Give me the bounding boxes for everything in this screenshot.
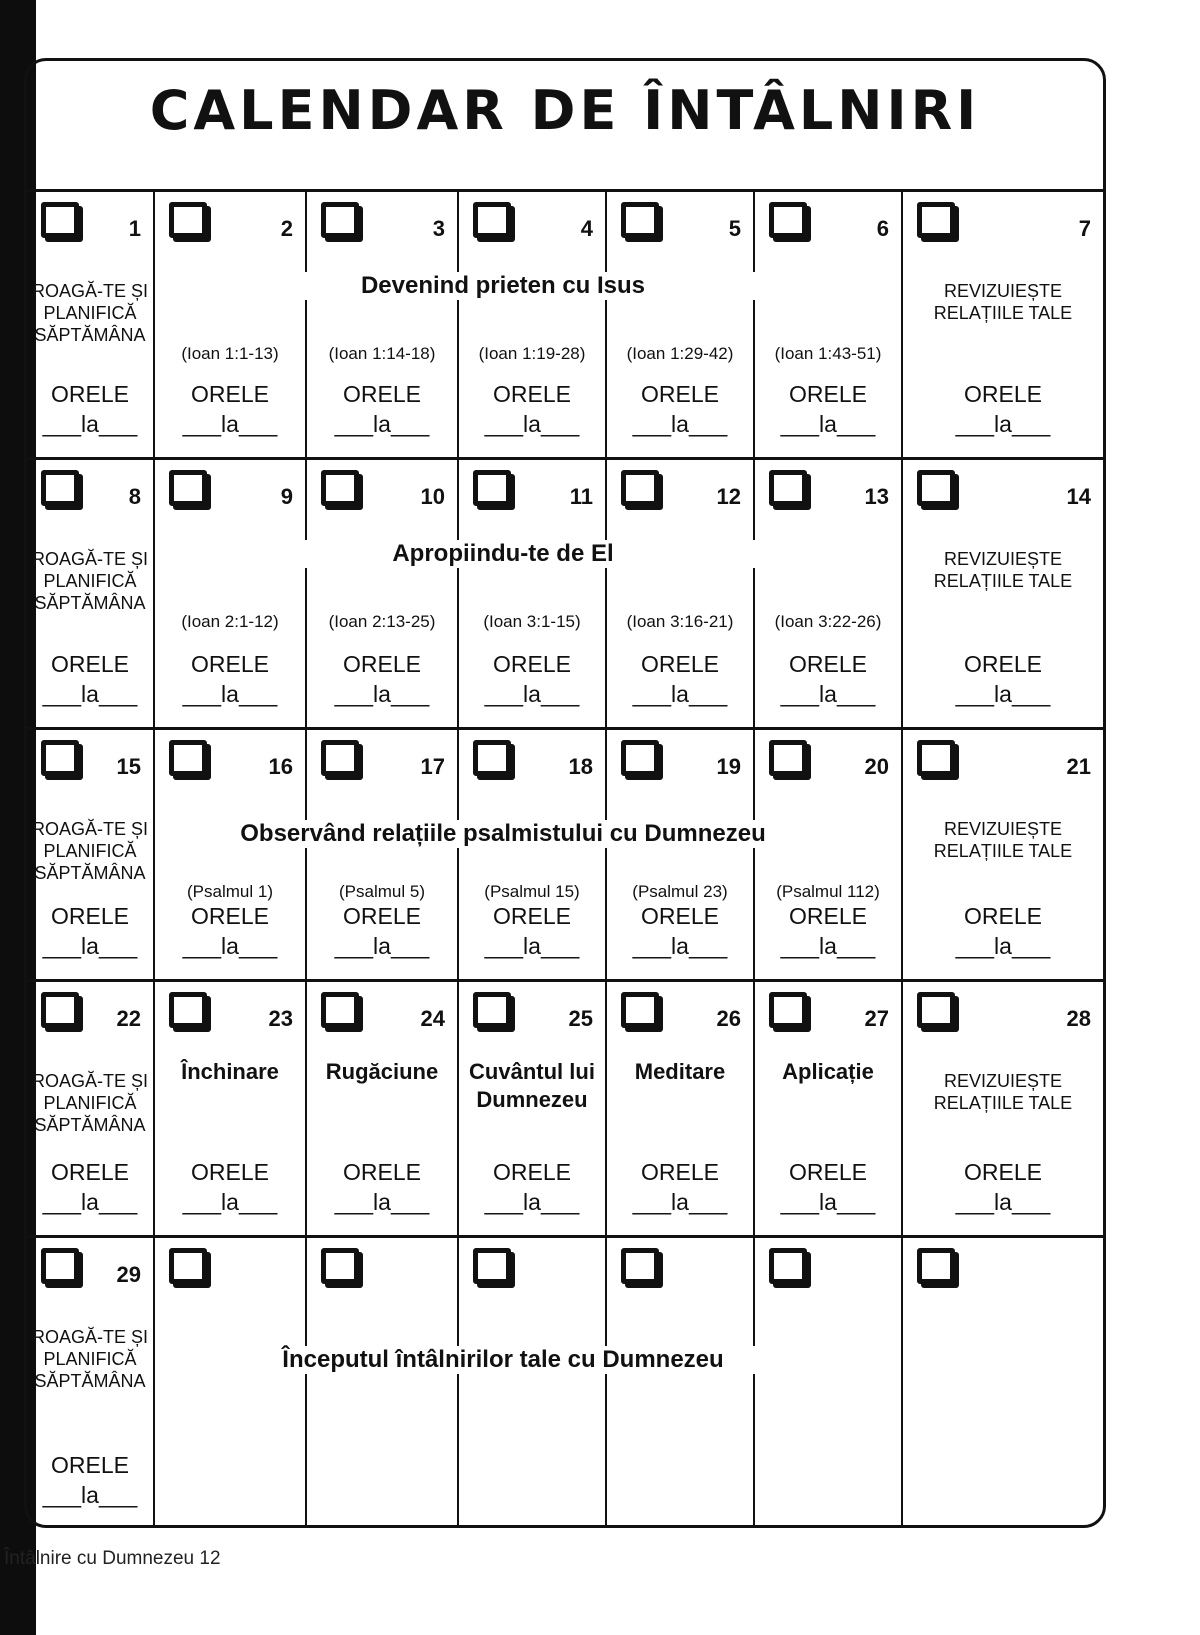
day-checkbox[interactable] [321, 740, 359, 776]
scripture-reference: (Ioan 3:16-21) [626, 612, 734, 631]
calendar-day-cell [755, 730, 903, 979]
hours-field[interactable] [27, 1450, 153, 1510]
hours-field[interactable] [307, 901, 457, 961]
hours-field[interactable] [755, 379, 901, 439]
calendar-day-cell [607, 982, 755, 1235]
calendar-day-cell [459, 1238, 607, 1528]
review-relations-label: REVIZUIEȘTE RELAȚIILE TALE [933, 819, 1073, 861]
day-checkbox[interactable] [769, 470, 807, 506]
day-checkbox[interactable] [41, 740, 79, 776]
day-number: 21 [1066, 754, 1091, 779]
scripture-reference: (Psalmul 15) [484, 882, 580, 901]
hours-field[interactable] [755, 901, 901, 961]
scripture-reference: (Ioan 2:13-25) [328, 612, 436, 631]
hours-field[interactable] [27, 901, 153, 961]
calendar-day-cell [155, 730, 307, 979]
hours-field[interactable] [155, 901, 305, 961]
hours-label: ORELE [641, 381, 719, 407]
calendar-week-row [27, 730, 1103, 982]
hours-blank[interactable]: ___la___ [780, 1189, 876, 1215]
day-number: 25 [568, 1006, 593, 1031]
day-checkbox[interactable] [769, 1248, 807, 1284]
scripture-reference: (Psalmul 1) [187, 882, 273, 901]
hours-field[interactable] [903, 901, 1103, 961]
calendar-day-cell [155, 1238, 307, 1528]
day-number: 19 [716, 754, 741, 779]
day-checkbox[interactable] [917, 740, 955, 776]
hours-blank[interactable]: ___la___ [182, 411, 278, 437]
hours-field[interactable] [155, 1157, 305, 1217]
day-number: 20 [864, 754, 889, 779]
day-number: 3 [432, 216, 445, 241]
day-checkbox[interactable] [169, 992, 207, 1028]
day-checkbox[interactable] [41, 992, 79, 1028]
scripture-reference: (Ioan 3:22-26) [774, 612, 882, 631]
hours-blank[interactable]: ___la___ [42, 681, 138, 707]
hours-field[interactable] [155, 379, 305, 439]
calendar-day-cell [903, 460, 1103, 727]
pray-plan-label: ROAGĂ-TE ȘI PLANIFICĂ SĂPTĂMÂNA [31, 1071, 148, 1135]
calendar-day-cell [459, 982, 607, 1235]
hours-label: ORELE [51, 651, 129, 677]
calendar-day-cell [27, 730, 155, 979]
hours-blank[interactable]: ___la___ [632, 933, 728, 959]
day-number: 28 [1066, 1006, 1091, 1031]
calendar-day-cell [903, 982, 1103, 1235]
calendar-day-cell [459, 192, 607, 457]
pray-plan-label: ROAGĂ-TE ȘI PLANIFICĂ SĂPTĂMÂNA [31, 1327, 148, 1391]
calendar-day-cell [607, 192, 755, 457]
week-theme: Începutul întâlnirilor tale cu Dumnezeu [155, 1346, 851, 1374]
day-checkbox[interactable] [169, 740, 207, 776]
calendar-day-cell [903, 730, 1103, 979]
week-theme: Observând relațiile psalmistului cu Dumnezeu [155, 820, 851, 848]
day-checkbox[interactable] [321, 992, 359, 1028]
day-number: 9 [280, 484, 293, 509]
hours-field[interactable] [307, 379, 457, 439]
hours-label: ORELE [191, 381, 269, 407]
day-topic: Cuvântul lui Dumnezeu [469, 1059, 595, 1112]
calendar-day-cell [27, 192, 155, 457]
scripture-reference: (Ioan 1:19-28) [478, 344, 586, 363]
calendar-day-cell [755, 192, 903, 457]
hours-label: ORELE [51, 1452, 129, 1478]
day-checkbox[interactable] [917, 1248, 955, 1284]
calendar-day-cell [607, 1238, 755, 1528]
calendar-day-cell [307, 730, 459, 979]
hours-label: ORELE [789, 1159, 867, 1185]
hours-blank[interactable]: ___la___ [780, 411, 876, 437]
hours-field[interactable] [459, 649, 605, 709]
day-number: 16 [268, 754, 293, 779]
calendar-title: CALENDAR DE ÎNTÂLNIRI [149, 79, 981, 142]
calendar-grid [27, 189, 1103, 1528]
calendar-week-row [27, 192, 1103, 460]
day-number: 23 [268, 1006, 293, 1031]
day-number: 4 [580, 216, 593, 241]
day-checkbox[interactable] [769, 740, 807, 776]
calendar-week-row [27, 460, 1103, 730]
scripture-reference: (Ioan 1:1-13) [181, 344, 279, 363]
hours-blank[interactable]: ___la___ [334, 1189, 430, 1215]
calendar-day-cell [755, 1238, 903, 1528]
day-number: 15 [116, 754, 141, 779]
day-number: 11 [569, 484, 593, 509]
scripture-reference: (Ioan 2:1-12) [181, 612, 279, 631]
day-checkbox[interactable] [769, 992, 807, 1028]
scripture-reference: (Ioan 3:1-15) [483, 612, 581, 631]
day-checkbox[interactable] [917, 202, 955, 238]
hours-label: ORELE [493, 903, 571, 929]
calendar-day-cell [27, 1238, 155, 1528]
hours-label: ORELE [641, 1159, 719, 1185]
hours-blank[interactable]: ___la___ [484, 681, 580, 707]
day-number: 10 [420, 484, 445, 509]
hours-label: ORELE [493, 381, 571, 407]
day-number: 12 [716, 484, 741, 509]
calendar-day-cell [307, 192, 459, 457]
page-footer: Întâlnire cu Dumnezeu 12 [4, 1548, 221, 1569]
hours-label: ORELE [964, 651, 1042, 677]
day-checkbox[interactable] [473, 992, 511, 1028]
day-number: 29 [116, 1262, 141, 1287]
calendar-week-row [27, 1238, 1103, 1528]
hours-blank[interactable]: ___la___ [780, 681, 876, 707]
day-number: 18 [568, 754, 593, 779]
day-checkbox[interactable] [169, 470, 207, 506]
hours-label: ORELE [343, 381, 421, 407]
hours-blank[interactable]: ___la___ [955, 933, 1051, 959]
day-topic: Aplicație [782, 1059, 874, 1084]
hours-label: ORELE [641, 903, 719, 929]
day-number: 8 [128, 484, 141, 509]
calendar-day-cell [459, 730, 607, 979]
hours-field[interactable] [607, 649, 753, 709]
hours-field[interactable] [903, 649, 1103, 709]
calendar-day-cell [459, 460, 607, 727]
hours-label: ORELE [641, 651, 719, 677]
hours-label: ORELE [493, 1159, 571, 1185]
week-theme: Apropiindu-te de El [155, 540, 851, 568]
hours-label: ORELE [51, 903, 129, 929]
hours-blank[interactable]: ___la___ [484, 933, 580, 959]
hours-label: ORELE [191, 651, 269, 677]
hours-blank[interactable]: ___la___ [632, 1189, 728, 1215]
hours-blank[interactable]: ___la___ [632, 681, 728, 707]
day-number: 17 [420, 754, 445, 779]
hours-label: ORELE [789, 381, 867, 407]
hours-blank[interactable]: ___la___ [955, 681, 1051, 707]
day-checkbox[interactable] [41, 202, 79, 238]
review-relations-label: REVIZUIEȘTE RELAȚIILE TALE [933, 1071, 1073, 1113]
day-number: 5 [728, 216, 741, 241]
hours-field[interactable] [459, 901, 605, 961]
hours-blank[interactable]: ___la___ [182, 933, 278, 959]
calendar-day-cell [307, 982, 459, 1235]
day-checkbox[interactable] [621, 202, 659, 238]
calendar-day-cell [27, 982, 155, 1235]
hours-blank[interactable]: ___la___ [42, 411, 138, 437]
hours-label: ORELE [964, 381, 1042, 407]
calendar-day-cell [903, 192, 1103, 457]
day-number: 27 [864, 1006, 889, 1031]
hours-blank[interactable]: ___la___ [42, 1482, 138, 1508]
hours-blank[interactable]: ___la___ [42, 1189, 138, 1215]
scripture-reference: (Ioan 1:14-18) [328, 344, 436, 363]
calendar-day-cell [307, 460, 459, 727]
hours-field[interactable] [607, 901, 753, 961]
hours-field[interactable] [607, 379, 753, 439]
calendar-day-cell [607, 460, 755, 727]
hours-blank[interactable]: ___la___ [42, 933, 138, 959]
hours-label: ORELE [789, 903, 867, 929]
hours-blank[interactable]: ___la___ [955, 411, 1051, 437]
hours-label: ORELE [343, 903, 421, 929]
day-checkbox[interactable] [621, 1248, 659, 1284]
hours-field[interactable] [459, 1157, 605, 1217]
hours-label: ORELE [191, 903, 269, 929]
day-checkbox[interactable] [473, 470, 511, 506]
calendar-day-cell [155, 192, 307, 457]
hours-blank[interactable]: ___la___ [334, 933, 430, 959]
hours-label: ORELE [964, 903, 1042, 929]
scripture-reference: (Psalmul 5) [339, 882, 425, 901]
calendar-week-row [27, 982, 1103, 1238]
calendar-day-cell [755, 982, 903, 1235]
hours-field[interactable] [27, 649, 153, 709]
hours-field[interactable] [307, 649, 457, 709]
calendar-day-cell [755, 460, 903, 727]
scripture-reference: (Psalmul 23) [632, 882, 728, 901]
hours-field[interactable] [155, 649, 305, 709]
day-topic: Rugăciune [325, 1059, 439, 1084]
hours-blank[interactable]: ___la___ [780, 933, 876, 959]
hours-field[interactable] [607, 1157, 753, 1217]
hours-field[interactable] [27, 379, 153, 439]
hours-field[interactable] [307, 1157, 457, 1217]
hours-blank[interactable]: ___la___ [334, 411, 430, 437]
hours-blank[interactable]: ___la___ [182, 1189, 278, 1215]
hours-field[interactable] [903, 379, 1103, 439]
hours-label: ORELE [191, 1159, 269, 1185]
calendar-day-cell [155, 460, 307, 727]
calendar-day-cell [155, 982, 307, 1235]
pray-plan-label: ROAGĂ-TE ȘI PLANIFICĂ SĂPTĂMÂNA [31, 281, 148, 345]
day-number: 13 [864, 484, 889, 509]
hours-label: ORELE [493, 651, 571, 677]
hours-label: ORELE [964, 1159, 1042, 1185]
day-checkbox[interactable] [473, 740, 511, 776]
hours-blank[interactable]: ___la___ [955, 1189, 1051, 1215]
day-number: 24 [420, 1006, 445, 1031]
day-checkbox[interactable] [621, 740, 659, 776]
day-checkbox[interactable] [769, 202, 807, 238]
hours-label: ORELE [51, 1159, 129, 1185]
review-relations-label: REVIZUIEȘTE RELAȚIILE TALE [933, 549, 1073, 591]
hours-field[interactable] [755, 649, 901, 709]
hours-field[interactable] [903, 1157, 1103, 1217]
hours-field[interactable] [755, 1157, 901, 1217]
calendar-day-cell [27, 460, 155, 727]
hours-blank[interactable]: ___la___ [182, 681, 278, 707]
day-checkbox[interactable] [473, 202, 511, 238]
scripture-reference: (Ioan 1:29-42) [626, 344, 734, 363]
calendar-day-cell [307, 1238, 459, 1528]
pray-plan-label: ROAGĂ-TE ȘI PLANIFICĂ SĂPTĂMÂNA [31, 819, 148, 883]
day-number: 2 [280, 216, 293, 241]
hours-blank[interactable]: ___la___ [632, 411, 728, 437]
day-number: 6 [876, 216, 889, 241]
day-checkbox[interactable] [621, 992, 659, 1028]
hours-label: ORELE [51, 381, 129, 407]
day-checkbox[interactable] [917, 992, 955, 1028]
day-topic: Închinare [181, 1059, 279, 1084]
calendar-day-cell [903, 1238, 1103, 1528]
week-theme: Devenind prieten cu Isus [155, 272, 851, 300]
day-checkbox[interactable] [321, 1248, 359, 1284]
day-number: 26 [716, 1006, 741, 1031]
hours-field[interactable] [27, 1157, 153, 1217]
day-checkbox[interactable] [473, 1248, 511, 1284]
hours-field[interactable] [459, 379, 605, 439]
day-checkbox[interactable] [169, 1248, 207, 1284]
day-checkbox[interactable] [41, 1248, 79, 1284]
scripture-reference: (Ioan 1:43-51) [774, 344, 882, 363]
day-topic: Meditare [634, 1059, 726, 1084]
day-number: 14 [1066, 484, 1091, 509]
hours-blank[interactable]: ___la___ [334, 681, 430, 707]
day-checkbox[interactable] [321, 202, 359, 238]
calendar-day-cell [607, 730, 755, 979]
day-checkbox[interactable] [41, 470, 79, 506]
scripture-reference: (Psalmul 112) [776, 882, 880, 901]
day-checkbox[interactable] [321, 470, 359, 506]
day-number: 1 [128, 216, 141, 241]
hours-blank[interactable]: ___la___ [484, 411, 580, 437]
day-number: 7 [1078, 216, 1091, 241]
hours-blank[interactable]: ___la___ [484, 1189, 580, 1215]
review-relations-label: REVIZUIEȘTE RELAȚIILE TALE [933, 281, 1073, 323]
hours-label: ORELE [343, 651, 421, 677]
day-checkbox[interactable] [621, 470, 659, 506]
day-checkbox[interactable] [917, 470, 955, 506]
hours-label: ORELE [343, 1159, 421, 1185]
hours-label: ORELE [789, 651, 867, 677]
day-number: 22 [116, 1006, 141, 1031]
day-checkbox[interactable] [169, 202, 207, 238]
pray-plan-label: ROAGĂ-TE ȘI PLANIFICĂ SĂPTĂMÂNA [31, 549, 148, 613]
calendar-frame [24, 58, 1106, 1528]
